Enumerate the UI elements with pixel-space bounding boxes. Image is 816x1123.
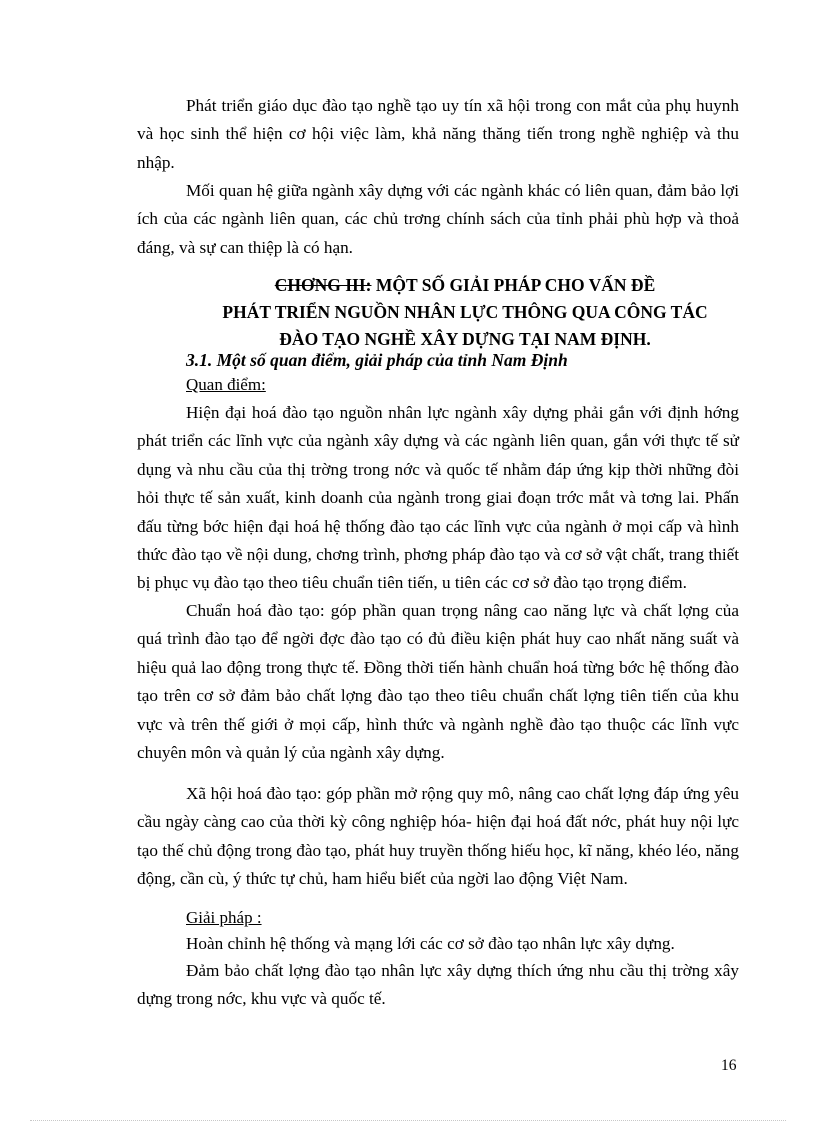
paragraph-standardization: Chuẩn hoá đào tạo: góp phần quan trọng nâng cao năng lực và chất lợng của quá trình đào tạo để ngời đợc đào tạo có đủ điều kiện phát huy cao nhất năng suất và hiệu quả lao động trong thực tế. Đồng thời tiến hành chuẩn hoá từng bớc hệ thống đào tạo trên cơ sở đảm bảo chất lợng đào tạo theo tiêu chuẩn chất lợng tiên tiến của khu vực và trên thế giới ở mọi cấp, hình thức và ngành nghề đào tạo thuộc các lĩnh vực chuyên môn và quản lý của ngành xây dựng. <box>137 601 739 763</box>
section-title: 3.1. Một số quan điểm, giải pháp của tỉnh Nam Định <box>186 350 568 370</box>
paragraph-modernization: Hiện đại hoá đào tạo nguồn nhân lực ngành xây dựng phải gắn với định hớng phát triển các lĩnh vực của ngành xây dựng và các ngành liên quan, gắn với thực tế sử dụng và nhu cầu của thị trờng trong nớc và quốc tế nhằm đáp ứng kịp thời những đòi hỏi thực tế sản xuất, kinh doanh của ngành trong giai đoạn trớc mắt và tơng lai. Phấn đấu từng bớc hiện đại hoá hệ thống đào tạo các lĩnh vực của ngành ở mọi cấp và hình thức đào tạo về nội dung, chơng trình, phơng pháp đào tạo và cơ sở vật chất, trang thiết bị phục vụ đào tạo theo tiêu chuẩn tiên tiến, u tiên các cơ sở đào tạo trọng điểm. <box>137 403 739 593</box>
label-giai-phap: Giải pháp : <box>186 908 262 927</box>
chapter-label: CHƠNG III: <box>274 275 372 295</box>
paragraph-socialization: Xã hội hoá đào tạo: góp phần mở rộng quy mô, nâng cao chất lợng đáp ứng yêu cầu ngày càng cao của thời kỳ công nghiệp hóa- hiện đại hoá đất nớc, phát huy nội lực tạo thế chủ động trong đào tạo, phát huy truyền thống hiếu học, kĩ năng, khéo léo, năng động, cần cù, ý thức tự chủ, ham hiểu biết của ngời lao động Việt Nam. <box>137 784 739 889</box>
page-bottom-rule <box>30 1120 786 1121</box>
paragraph-sector-relations: Mối quan hệ giữa ngành xây dựng với các ngành khác có liên quan, đảm bảo lợi ích của các ngành liên quan, các chủ trơng chính sách của tỉnh phải phù hợp và thoả đáng, và sự can thiệp là có hạn. <box>137 181 739 257</box>
paragraph-education-reputation: Phát triển giáo dục đào tạo nghề tạo uy tín xã hội trong con mắt của phụ huynh và học sinh thể hiện cơ hội việc làm, khả năng thăng tiến trong nghề nghiệp và thu nhập. <box>137 96 739 172</box>
paragraph-quality: Đảm bảo chất lợng đào tạo nhân lực xây dựng thích ứng nhu cầu thị trờng xây dựng trong nớc, khu vực và quốc tế. <box>137 961 739 1009</box>
chapter-title-line-3: ĐÀO TẠO NGHỀ XÂY DỰNG TẠI NAM ĐỊNH. <box>279 329 651 349</box>
page-number: 16 <box>721 1057 737 1074</box>
paragraph-network: Hoàn chỉnh hệ thống và mạng lới các cơ sở đào tạo nhân lực xây dựng. <box>186 934 675 953</box>
chapter-title-line-2: PHÁT TRIỂN NGUỒN NHÂN LỰC THÔNG QUA CÔNG TÁC <box>222 302 708 322</box>
label-quan-diem: Quan điểm: <box>186 375 266 394</box>
chapter-title-line-1: MỘT SỐ GIẢI PHÁP CHO VẤN ĐỀ <box>371 275 656 295</box>
chapter-heading <box>150 272 780 299</box>
